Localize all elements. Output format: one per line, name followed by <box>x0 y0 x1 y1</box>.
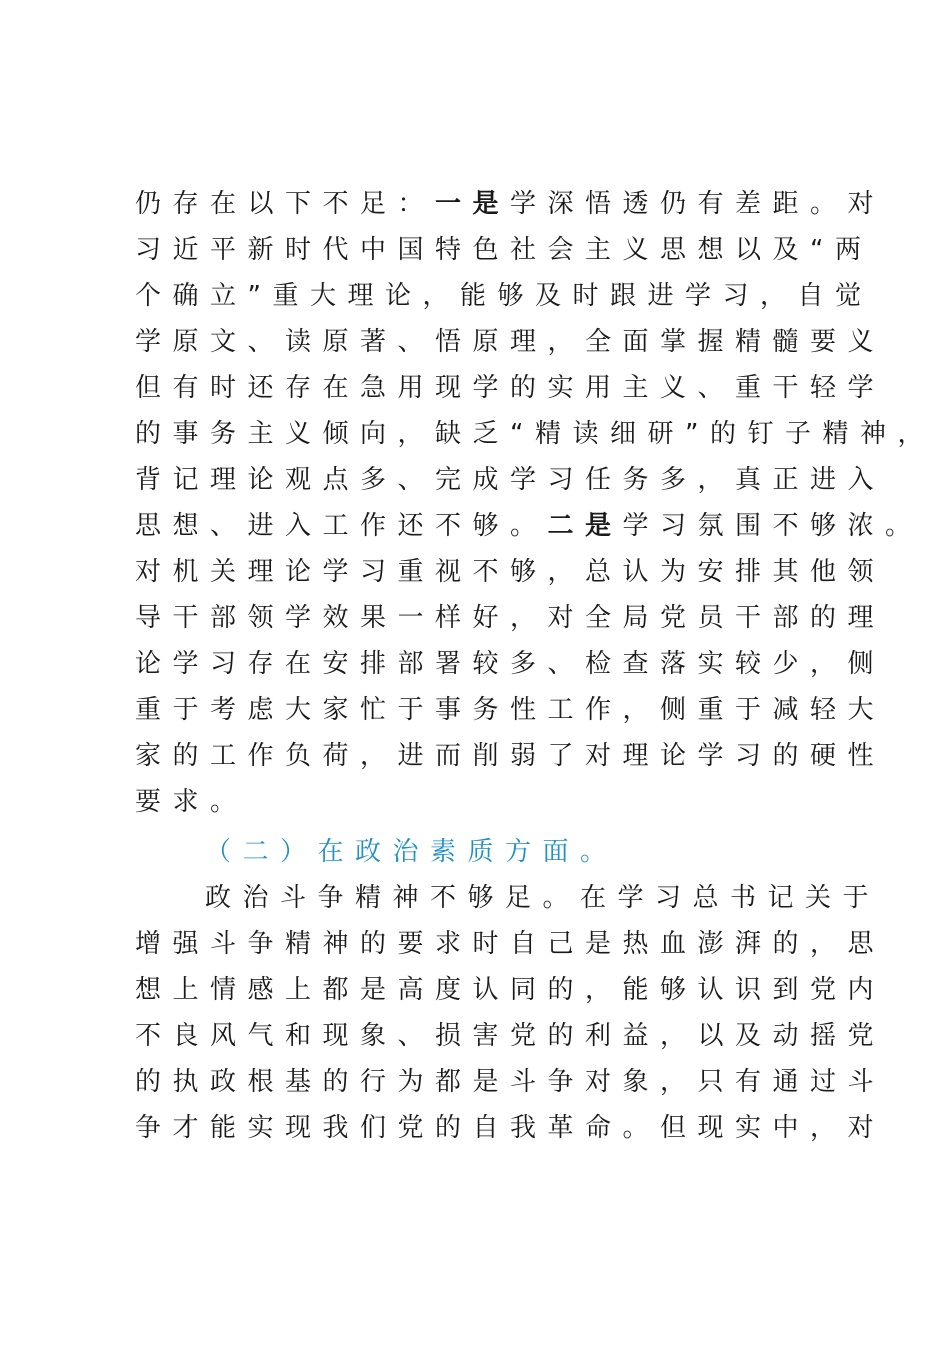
paragraph-line: 习近平新时代中国特色社会主义思想以及“两 <box>135 235 873 265</box>
paragraph-line: 政治斗争精神不够足。在学习总书记关于 <box>205 883 881 913</box>
text-run: 学习氛围不够浓。 <box>622 511 923 541</box>
paragraph-line: 背记理论观点多、完成学习任务多，真正进入 <box>135 465 886 495</box>
text-run: 思想、进入工作还不够。 <box>135 511 548 541</box>
paragraph-line <box>135 184 885 224</box>
paragraph-line: 家的工作负荷，进而削弱了对理论学习的硬性 <box>135 741 886 771</box>
paragraph-line <box>135 506 923 546</box>
paragraph-line: 个确立”重大理论，能够及时跟进学习，自觉 <box>135 281 873 311</box>
paragraph-line: 要求。 <box>135 787 248 817</box>
paragraph-line: 不良风气和现象、损害党的利益，以及动摇党 <box>135 1021 886 1051</box>
paragraph-line: 对机关理论学习重视不够，总认为安排其他领 <box>135 557 886 587</box>
bold-marker: 一是 <box>435 189 511 219</box>
paragraph-line: 的执政根基的行为都是斗争对象，只有通过斗 <box>135 1067 886 1097</box>
section-heading: （二）在政治素质方面。 <box>205 837 618 867</box>
paragraph-line: 重于考虑大家忙于事务性工作，侧重于减轻大 <box>135 695 886 725</box>
paragraph-line: 的事务主义倾向，缺乏“精读细研”的钉子精神， <box>135 419 935 449</box>
paragraph-line: 学原文、读原著、悟原理，全面掌握精髓要义 <box>135 327 886 357</box>
bold-marker: 二是 <box>547 511 623 541</box>
text-run: 仍存在以下不足： <box>135 189 436 219</box>
text-run: 学深悟透仍有差距。对 <box>510 189 886 219</box>
paragraph-line: 想上情感上都是高度认同的，能够认识到党内 <box>135 975 886 1005</box>
paragraph-line: 增强斗争精神的要求时自己是热血澎湃的，思 <box>135 929 886 959</box>
paragraph-line: 论学习存在安排部署较多、检查落实较少，侧 <box>135 649 886 679</box>
paragraph-line: 争才能实现我们党的自我革命。但现实中，对 <box>135 1113 886 1143</box>
paragraph-line: 导干部领学效果一样好，对全局党员干部的理 <box>135 603 886 633</box>
paragraph-line: 但有时还存在急用现学的实用主义、重干轻学 <box>135 373 886 403</box>
